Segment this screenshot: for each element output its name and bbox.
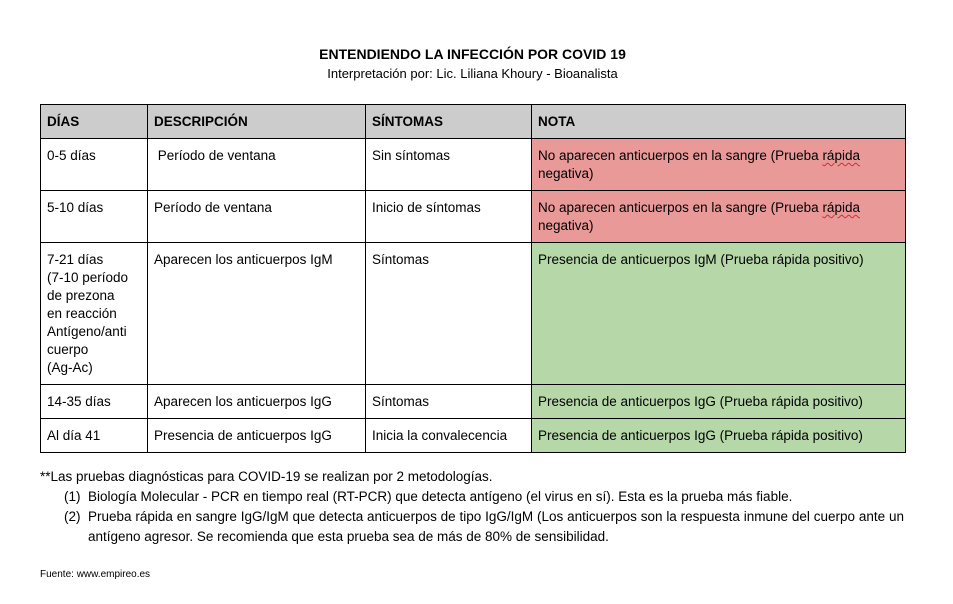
- list-item-number: (1): [64, 489, 81, 504]
- cell-sintomas: Síntomas: [366, 385, 532, 419]
- table-row: [41, 139, 906, 191]
- source-credit: Fuente: www.empireo.es: [40, 569, 151, 580]
- list-item: [40, 487, 904, 507]
- nota-text: No aparecen anticuerpos en la sangre (Prueba: [538, 200, 823, 215]
- header-nota: NOTA: [532, 105, 906, 139]
- document-subtitle: Interpretación por: Lic. Liliana Khoury - Bioanalista: [327, 66, 618, 81]
- cell-nota-positive: Presencia de anticuerpos IgG (Prueba rápida positivo): [532, 419, 906, 453]
- table-row: [41, 191, 906, 243]
- cell-descripcion: Aparecen los anticuerpos IgG: [148, 385, 366, 419]
- cell-dias: 0-5 días: [41, 139, 148, 191]
- cell-dias: 5-10 días: [41, 191, 148, 243]
- cell-sintomas: Inicia la convalecencia: [366, 419, 532, 453]
- table-row: [41, 419, 906, 453]
- cell-descripcion: Período de ventana: [148, 191, 366, 243]
- list-item: [40, 507, 904, 547]
- notes-lead: **Las pruebas diagnósticas para COVID-19 se realizan por 2 metodologías.: [40, 469, 493, 484]
- cell-dias: Al día 41: [41, 419, 148, 453]
- table-row: [41, 243, 906, 385]
- cell-descripcion: Período de ventana: [148, 139, 366, 191]
- header-sintomas: SÍNTOMAS: [366, 105, 532, 139]
- cell-dias: [41, 243, 148, 385]
- cell-sintomas: Sin síntomas: [366, 139, 532, 191]
- infection-table: [40, 104, 906, 453]
- dias-line: (7-10 período: [47, 270, 129, 285]
- cell-sintomas: Síntomas: [366, 243, 532, 385]
- nota-text: negativa): [538, 218, 594, 233]
- list-item-number: (2): [64, 509, 81, 524]
- cell-nota-negative: [532, 191, 906, 243]
- table-row: [41, 385, 906, 419]
- nota-text: No aparecen anticuerpos en la sangre (Prueba: [538, 148, 823, 163]
- dias-line: en reacción: [47, 306, 117, 321]
- list-item-text: Prueba rápida en sangre IgG/IgM que detecta anticuerpos de tipo IgG/IgM (Los anticuerpos son la respuesta inmune del cuerpo ante un antígeno agresor. Se recomienda que esta prueba sea de más de 80% de sensibilidad.: [88, 509, 904, 544]
- dias-line: cuerpo: [47, 342, 89, 357]
- cell-nota-negative: [532, 139, 906, 191]
- header-descripcion: DESCRIPCIÓN: [148, 105, 366, 139]
- cell-descripcion: Aparecen los anticuerpos IgM: [148, 243, 366, 385]
- list-item-text: Biología Molecular - PCR en tiempo real (RT-PCR) que detecta antígeno (el virus en sí). Esta es la prueba más fiable.: [88, 489, 793, 504]
- methodology-notes: [40, 467, 904, 547]
- dias-line: (Ag-Ac): [47, 360, 93, 375]
- cell-nota-positive: Presencia de anticuerpos IgG (Prueba rápida positivo): [532, 385, 906, 419]
- dias-line: Antígeno/anti: [47, 324, 127, 339]
- cell-sintomas: Inicio de síntomas: [366, 191, 532, 243]
- methodology-list: [40, 487, 904, 547]
- document-title: ENTENDIENDO LA INFECCIÓN POR COVID 19: [319, 46, 626, 62]
- header-dias: DÍAS: [41, 105, 148, 139]
- cell-dias: 14-35 días: [41, 385, 148, 419]
- cell-nota-positive: Presencia de anticuerpos IgM (Prueba rápida positivo): [532, 243, 906, 385]
- dias-line: de prezona: [47, 288, 115, 303]
- table-header-row: [41, 105, 906, 139]
- cell-descripcion: Presencia de anticuerpos IgG: [148, 419, 366, 453]
- nota-text: negativa): [538, 166, 594, 181]
- spellcheck-flagged-word: rápida: [822, 148, 860, 163]
- spellcheck-flagged-word: rápida: [822, 200, 860, 215]
- dias-line: 7-21 días: [47, 252, 104, 267]
